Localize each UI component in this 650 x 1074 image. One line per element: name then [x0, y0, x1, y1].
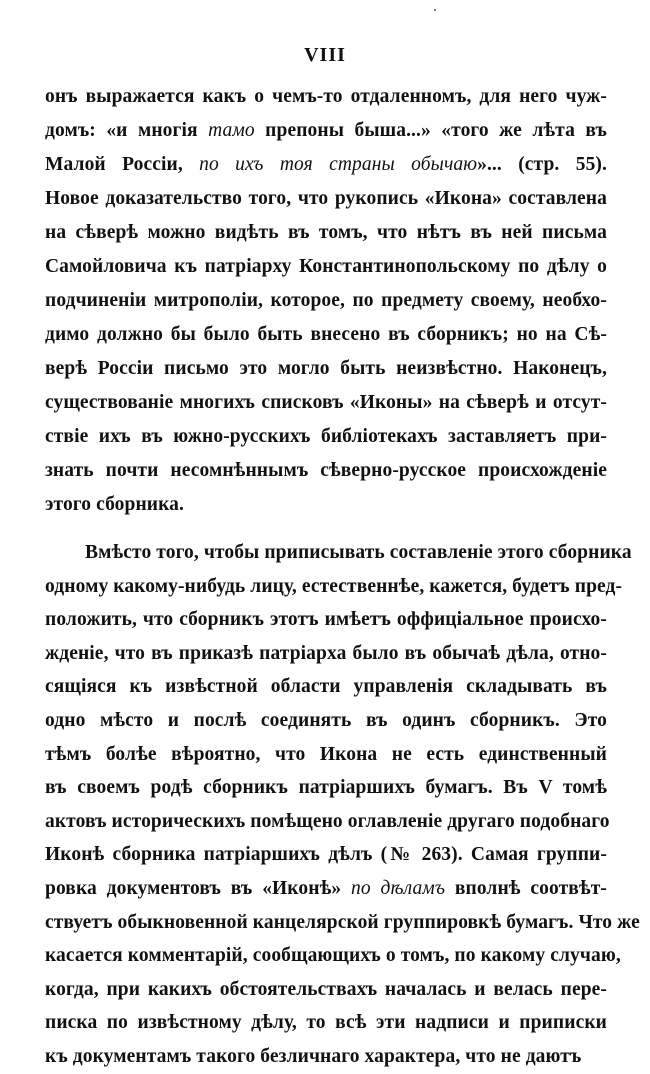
text-segment: Самойловича къ патріарху Константинопольскому по дѣлу о: [45, 256, 607, 277]
text-line: [45, 670, 607, 704]
text-line: [45, 148, 607, 182]
italic-text: по дѣламъ: [351, 877, 446, 899]
text-segment: знать почти несомнѣннымъ сѣверно-русское происхожденіе: [45, 460, 607, 481]
text-segment: ствіе ихъ въ южно-русскихъ библіотекахъ заставляетъ при-: [45, 426, 607, 447]
text-line: [45, 805, 610, 839]
scan-speck: [434, 9, 436, 11]
text-line: [45, 973, 607, 1007]
text-line: [45, 352, 607, 386]
text-line: [45, 182, 607, 216]
italic-text: по ихъ тоя страны обычаю: [199, 154, 478, 175]
text-segment: когда, при какихъ обстоятельствахъ началась и велась пере-: [45, 978, 607, 1000]
text-line: [45, 250, 607, 284]
text-line: [45, 771, 607, 805]
text-segment: ровка документовъ въ «Иконѣ»: [45, 877, 352, 899]
text-segment: положить, что сборникъ этотъ имѣетъ оффиціальное происхо-: [45, 609, 607, 631]
text-line: [45, 114, 607, 148]
page-number: VIII: [304, 44, 346, 66]
text-segment: Вмѣсто того, чтобы приписывать составленіе этого сборника: [85, 542, 632, 563]
text-line: [45, 1040, 607, 1074]
text-segment: актовъ историческихъ помѣщено оглавленіе другаго подобнаго: [45, 810, 610, 832]
text-segment: онъ выражается какъ о чемъ-то отдаленномъ, для него чуж-: [45, 86, 607, 107]
text-segment: сящіяся къ извѣстной области управленія складывать въ: [45, 676, 607, 698]
text-segment: писка по извѣстному дѣлу, то всѣ эти надписи и приписки: [45, 1012, 607, 1034]
text-line: [45, 420, 607, 454]
text-line: [45, 536, 632, 570]
text-line: [45, 906, 640, 940]
italic-text: тамо: [208, 120, 255, 141]
text-line: [45, 738, 607, 772]
paragraph: [45, 80, 607, 522]
text-segment: жденіе, что въ приказѣ патріарха было въ обычаѣ дѣла, отно-: [45, 642, 607, 664]
text-segment: Малой Россіи,: [45, 154, 200, 175]
text-line: [45, 386, 607, 420]
text-line: [45, 318, 607, 352]
body-text: [45, 80, 640, 1074]
text-segment: въ своемъ родѣ сборникъ патріаршихъ бумагъ. Въ V томѣ: [45, 777, 607, 799]
text-line: [45, 216, 607, 250]
text-segment: касается комментарій, сообщающихъ о томъ, по какому случаю,: [45, 945, 621, 967]
text-segment: къ документамъ такого безличнаго характера, что не даютъ: [45, 1045, 582, 1067]
text-segment: одному какому-нибудь лицу, естественнѣе, кажется, будетъ пред-: [45, 575, 623, 597]
text-line: [45, 704, 607, 738]
text-line: [45, 570, 623, 604]
text-segment: на сѣверѣ можно видѣть въ томъ, что нѣтъ въ ней письма: [45, 222, 607, 243]
paragraph: [45, 536, 640, 1074]
text-segment: существованіе многихъ списковъ «Иконы» на сѣверѣ и отсут-: [45, 392, 607, 413]
text-line: [45, 1006, 607, 1040]
text-line: [45, 637, 607, 671]
text-line: [45, 939, 621, 973]
text-line: [45, 454, 607, 488]
text-segment: Иконѣ сборника патріаршихъ дѣлъ (№ 263). Самая группи-: [45, 844, 607, 866]
text-line: [45, 838, 607, 872]
text-segment: подчиненіи митрополіи, которое, по предмету своему, необхо-: [45, 290, 607, 311]
text-line: [45, 284, 607, 318]
text-line: [45, 603, 607, 637]
text-segment: верѣ Россіи письмо это могло быть неизвѣстно. Наконецъ,: [45, 358, 607, 379]
text-line: [45, 488, 607, 522]
text-segment: препоны быша...» «того же лѣта въ: [254, 120, 607, 141]
text-line: [45, 872, 607, 906]
text-segment: димо должно бы было быть внесено въ сборникъ; но на Сѣ-: [45, 324, 607, 345]
text-segment: ствуетъ обыкновенной канцелярской группировкѣ бумагъ. Что же: [45, 911, 640, 933]
text-segment: одно мѣсто и послѣ соединять въ одинъ сборникъ. Это: [45, 709, 607, 731]
text-segment: домъ: «и многія: [45, 120, 209, 141]
text-segment: »... (стр. 55).: [477, 154, 607, 175]
text-segment: тѣмъ болѣе вѣроятно, что Икона не есть единственный: [45, 743, 607, 765]
text-segment: Новое доказательство того, что рукопись «Икона» составлена: [45, 188, 607, 209]
text-segment: вполнѣ соотвѣт-: [445, 877, 607, 899]
text-line: [45, 80, 607, 114]
text-segment: этого сборника.: [45, 494, 185, 515]
